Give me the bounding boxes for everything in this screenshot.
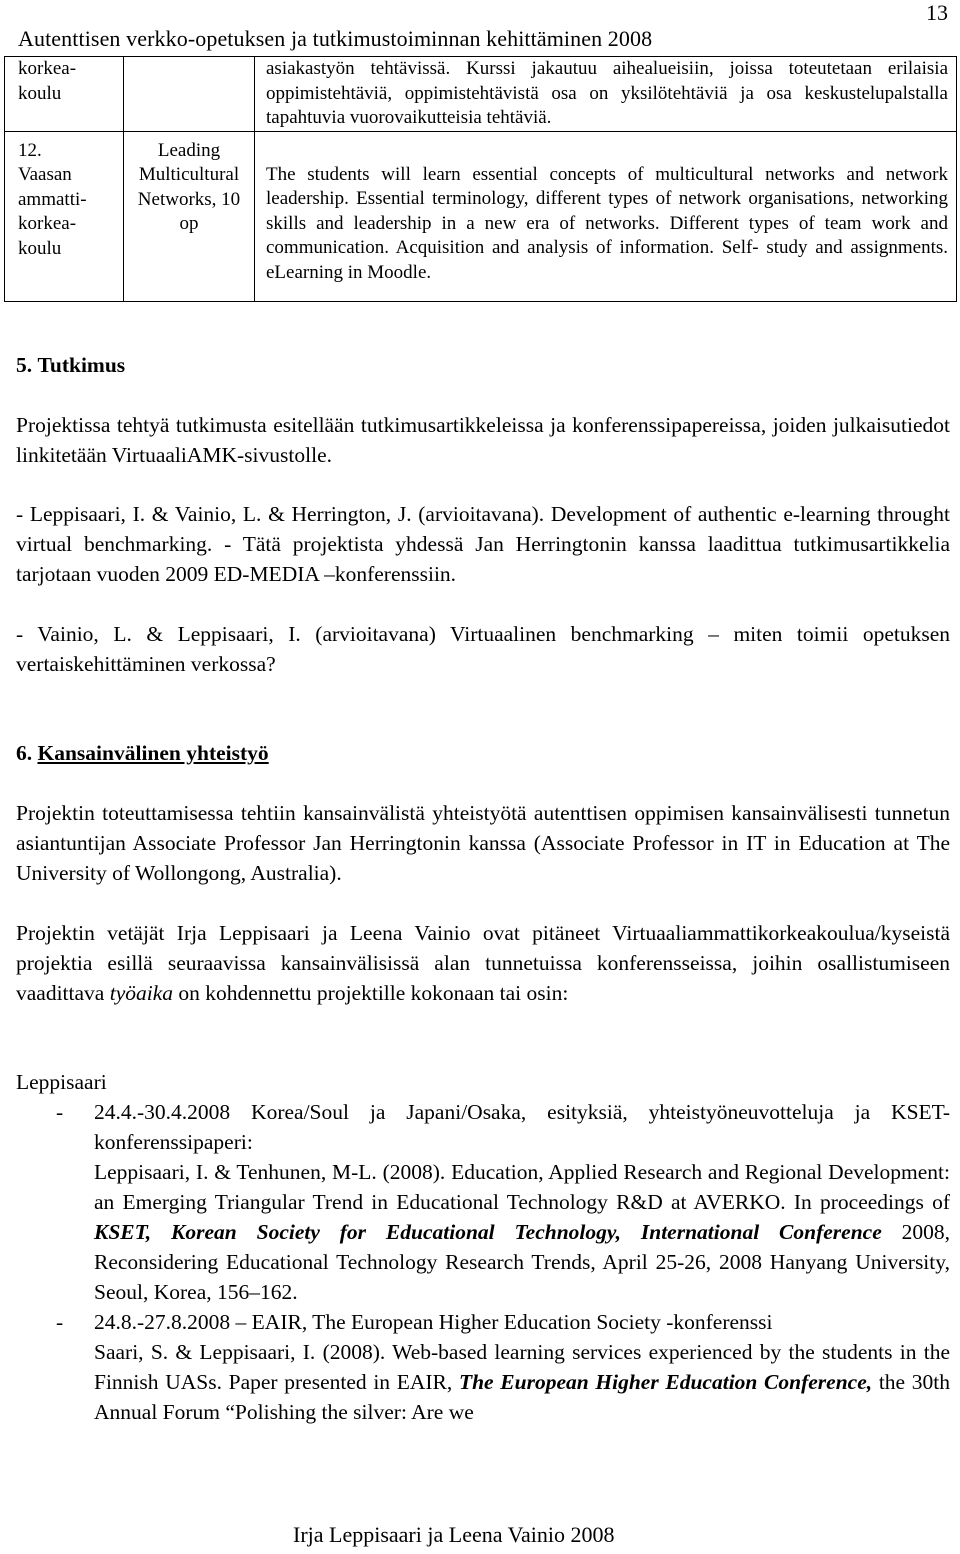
document-header-title: Autenttisen verkko-opetuksen ja tutkimustoiminnan kehittäminen 2008 <box>18 26 653 51</box>
section-5-intro <box>16 410 950 470</box>
paragraph: 24.4.-30.4.2008 Korea/Soul ja Japani/Osaka, esityksiä, yhteistyöneuvotteluja ja KSET-konferenssipaperi: <box>94 1100 950 1154</box>
institution-cell: 12. Vaasan ammatti- korkea- koulu <box>5 131 124 301</box>
paragraph: Projektin toteuttamisessa tehtiin kansainvälistä yhteistyötä autenttisen oppimisen kansainvälisesti tunnetun asiantuntijan Associate Professor Jan Herringtonin kanssa (Associate Professor in IT in Education at The University of Wollongong, Australia). <box>16 801 950 885</box>
list-item-body <box>94 1097 950 1307</box>
citation <box>94 1337 950 1427</box>
person-name: Leppisaari <box>16 1070 107 1094</box>
text-run: 2008, Reconsidering Educational Technology Research Trends, April 25-26, 2008 Hanyang University, Seoul, Korea, 156–162. <box>94 1220 951 1304</box>
paragraph: Projektissa tehtyä tutkimusta esitellään tutkimusartikkeleissa ja konferenssipapereissa, joiden julkaisutiedot linkitetään VirtuaaliAMK-sivustolle. <box>16 413 950 467</box>
bold-italic-text: The European Higher Education Conference, <box>458 1370 873 1394</box>
list-dash: - <box>56 1310 64 1334</box>
section-6-paragraph-1 <box>16 798 950 888</box>
person-heading <box>16 1067 950 1097</box>
section-number: 6. <box>16 741 33 765</box>
research-item-2 <box>16 619 950 679</box>
institution-cell: korkea- koulu <box>5 57 124 132</box>
course-table <box>4 56 957 302</box>
table-row <box>5 131 957 301</box>
section-6-paragraph-2 <box>16 918 950 1008</box>
text-run: the 30th Annual Forum “Polishing the silver: Are we <box>94 1370 950 1424</box>
paragraph: - Leppisaari, I. & Vainio, L. & Herrington, J. (arvioitavana). Development of authentic e-learning throught virtual benchmarking. - Tätä projektista yhdessä Jan Herringtonin kanssa laadittua tutkimusartikkelia tarjotaan vuoden 2009 ED-MEDIA –konferenssiin. <box>16 502 950 586</box>
course-name-cell: Leading Multicultural Networks, 10 op <box>124 131 255 301</box>
section-title: Kansainvälinen yhteistyö <box>37 741 269 765</box>
text-run: Projektin vetäjät Irja Leppisaari ja Leena Vainio ovat pitäneet Virtuaaliammattikorkeakoulua/kyseistä projektia esillä seuraavissa kansainvälisissä alan tunnetuissa konferensseissa, joihin osallistumiseen vaadittava <box>16 921 950 1005</box>
page-number: 13 <box>926 0 948 25</box>
bold-italic-text: KSET, Korean Society for Educational Technology, International Conference <box>94 1220 882 1244</box>
paragraph <box>16 918 950 1008</box>
text-run: Leppisaari, I. & Tenhunen, M-L. (2008). Education, Applied Research and Regional Development: an Emerging Triangular Trend in Educational Technology R&D at AVERKO. In proceedings of <box>94 1160 950 1214</box>
section-5-heading <box>16 350 950 380</box>
course-description-cell <box>255 131 957 301</box>
text-run: on kohdennettu projektille kokonaan tai osin: <box>173 981 569 1005</box>
course-description-cell <box>255 57 957 132</box>
list-dash: - <box>56 1100 64 1124</box>
research-item-1 <box>16 499 950 589</box>
italic-text: työaika <box>109 981 174 1005</box>
section-6-heading <box>16 738 950 768</box>
page-footer: Irja Leppisaari ja Leena Vainio 2008 <box>293 1522 615 1547</box>
list-item-body <box>94 1307 950 1427</box>
list-item <box>16 1097 950 1307</box>
list-item <box>16 1307 950 1427</box>
citation <box>94 1157 950 1307</box>
course-description: asiakastyön tehtävissä. Kurssi jakautuu aihealueisiin, joissa toteutetaan erilaisia oppimistehtäviä, oppimistehtävistä osa on yksilötehtäviä ja osa keskustelupalstalla tapahtuvia vuorovaikutteisia tehtäviä. <box>266 58 948 128</box>
course-name-cell <box>124 57 255 132</box>
table-row <box>5 57 957 132</box>
section-title: Tutkimus <box>37 353 126 377</box>
reference-list <box>16 1097 950 1427</box>
paragraph: 24.8.-27.8.2008 – EAIR, The European Higher Education Society -konferenssi <box>94 1310 773 1334</box>
section-number: 5. <box>16 353 33 377</box>
paragraph: - Vainio, L. & Leppisaari, I. (arvioitavana) Virtuaalinen benchmarking – miten toimii opetuksen vertaiskehittäminen verkossa? <box>16 622 950 676</box>
text-run: Saari, S. & Leppisaari, I. (2008). Web-based learning services experienced by the students in the Finnish UASs. Paper presented in EAIR, <box>94 1340 950 1394</box>
course-description: The students will learn essential concepts of multicultural networks and network leadership. Essential terminology, different types of network organisations, networking skills and leadership in a new era of networks. Different types of team work and communication. Acquisition and analysis of information. Self- study and assignments. eLearning in Moodle. <box>266 163 948 283</box>
